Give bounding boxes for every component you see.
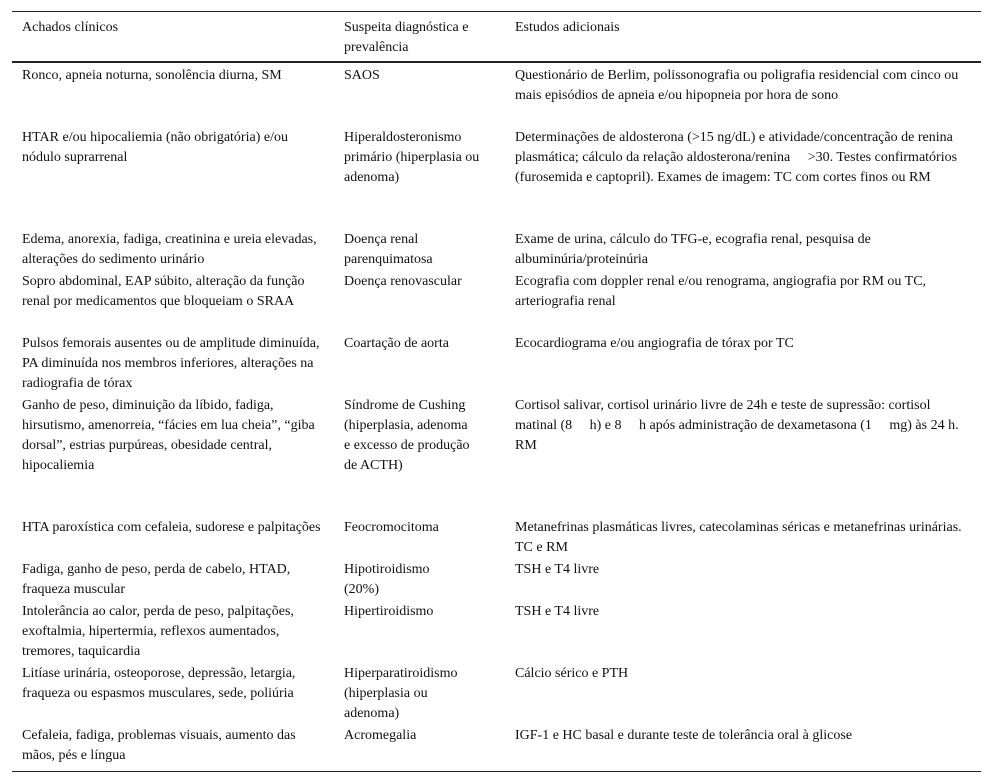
findings-cell: Fadiga, ganho de peso, perda de cabelo, HTAD, fraqueza muscular (22, 562, 291, 597)
studies-cell: Ecocardiograma e/ou angiografia de tórax por TC (515, 336, 794, 351)
studies-cell: Questionário de Berlim, polissonografia ou poligrafia residencial com cinco ou mais episódios de apneia e/ou hipopneia por hora de sono (515, 68, 959, 103)
diagnosis-cell: Hipertiroidismo (344, 604, 434, 619)
studies-cell: Cálcio sérico e PTH (515, 666, 629, 681)
findings-cell: Intolerância ao calor, perda de peso, palpitações, exoftalmia, hipertermia, reflexos aumentados, tremores, taquicardia (22, 604, 294, 659)
header-rule (12, 61, 981, 63)
header-additional-studies: Estudos adicionais (515, 20, 620, 35)
studies-cell: TSH e T4 livre (515, 562, 600, 577)
studies-cell: Determinações de aldosterona (>15 ng/dL) e atividade/concentração de renina plasmática; cálculo da relação aldosterona/renina >30. Testes confirmatórios (furosemida e captopril). Exames de imagem: TC com cortes finos ou RM (515, 130, 961, 185)
header-diagnostic-suspicion: Suspeita diagnóstica e prevalência (344, 20, 469, 55)
findings-cell: HTAR e/ou hipocaliemia (não obrigatória) e/ou nódulo suprarrenal (22, 130, 288, 165)
diagnosis-cell: Hiperaldosteronismo primário (hiperplasia ou adenoma) (344, 130, 480, 185)
diagnosis-cell: Doença renal parenquimatosa (344, 232, 433, 267)
table-bottom-rule (12, 771, 981, 772)
studies-cell: Cortisol salivar, cortisol urinário livre de 24h e teste de supressão: cortisol matinal (8 h) e 8 h após administração de dexametasona (1 mg) às 24 h. RM (515, 398, 963, 453)
findings-cell: Sopro abdominal, EAP súbito, alteração da função renal por medicamentos que bloqueiam o SRAA (22, 274, 305, 309)
diagnosis-cell: SAOS (344, 68, 380, 83)
findings-cell: Ganho de peso, diminuição da líbido, fadiga, hirsutismo, amenorreia, “fácies em lua cheia”, “giba dorsal”, estrias purpúreas, obesidade central, hipocaliemia (22, 398, 315, 473)
header-clinical-findings: Achados clínicos (22, 20, 119, 35)
studies-cell: Metanefrinas plasmáticas livres, catecolaminas séricas e metanefrinas urinárias. TC e RM (515, 520, 962, 555)
studies-cell: Exame de urina, cálculo do TFG-e, ecografia renal, pesquisa de albuminúria/proteinúria (515, 232, 871, 267)
diagnosis-cell: Doença renovascular (344, 274, 462, 289)
findings-cell: HTA paroxística com cefaleia, sudorese e palpitações (22, 520, 321, 535)
diagnosis-cell: Acromegalia (344, 728, 417, 743)
table-top-rule (12, 11, 981, 12)
diagnosis-cell: Feocromocitoma (344, 520, 439, 535)
studies-cell: IGF-1 e HC basal e durante teste de tolerância oral à glicose (515, 728, 853, 743)
studies-cell: Ecografia com doppler renal e/ou renograma, angiografia por RM ou TC, arteriografia renal (515, 274, 927, 309)
diagnosis-cell: Síndrome de Cushing (hiperplasia, adenoma e excesso de produção de ACTH) (344, 398, 470, 473)
diagnosis-cell: Hipotiroidismo (20%) (344, 562, 430, 597)
diagnosis-cell: Coartação de aorta (344, 336, 449, 351)
findings-cell: Litíase urinária, osteoporose, depressão, letargia, fraqueza ou espasmos musculares, sede, poliúria (22, 666, 296, 701)
findings-cell: Cefaleia, fadiga, problemas visuais, aumento das mãos, pés e língua (22, 728, 296, 763)
diagnosis-cell: Hiperparatiroidismo (hiperplasia ou adenoma) (344, 666, 458, 721)
findings-cell: Edema, anorexia, fadiga, creatinina e ureia elevadas, alterações do sedimento urinário (22, 232, 317, 267)
studies-cell: TSH e T4 livre (515, 604, 600, 619)
findings-cell: Ronco, apneia noturna, sonolência diurna, SM (22, 68, 282, 83)
findings-cell: Pulsos femorais ausentes ou de amplitude diminuída, PA diminuída nos membros inferiores, alterações na radiografia de tórax (22, 336, 320, 391)
